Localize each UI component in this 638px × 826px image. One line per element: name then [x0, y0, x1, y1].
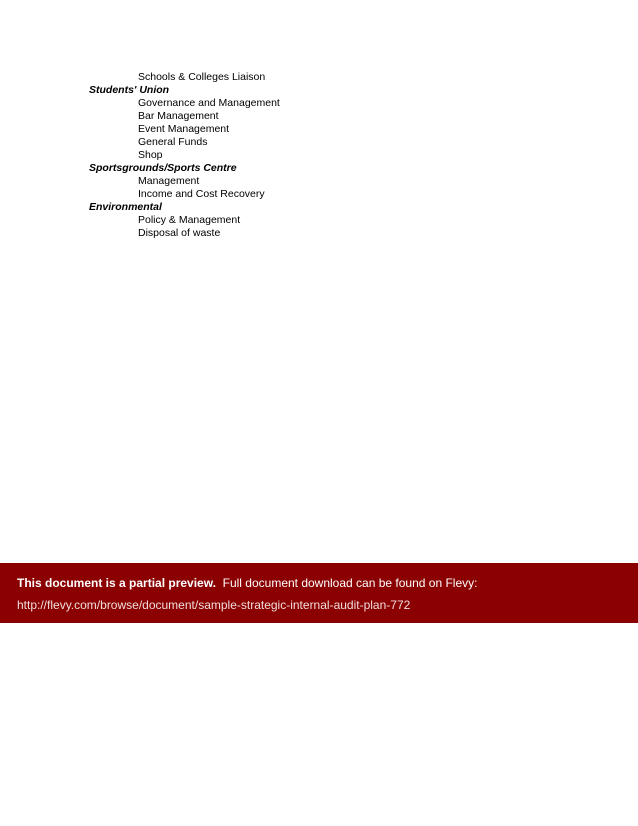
list-item: Schools & Colleges Liaison	[138, 71, 266, 83]
list-item: Disposal of waste	[138, 227, 221, 239]
document-link[interactable]: http://flevy.com/browse/document/sample-strategic-internal-audit-plan-772	[17, 598, 411, 612]
list-item: Income and Cost Recovery	[138, 188, 265, 200]
list-item: Governance and Management	[138, 97, 280, 109]
list-item: General Funds	[138, 136, 208, 148]
section-heading: Environmental	[89, 201, 162, 213]
list-item: Event Management	[138, 123, 230, 135]
preview-notice	[17, 576, 477, 591]
list-item: Policy & Management	[138, 214, 241, 226]
section-heading: Students' Union	[89, 84, 170, 96]
preview-notice-bold: This document is a partial preview.	[17, 576, 216, 590]
list-item: Bar Management	[138, 110, 219, 122]
preview-notice-text: Full document download can be found on Flevy:	[222, 576, 478, 590]
preview-banner	[0, 563, 638, 623]
section-heading: Sportsgrounds/Sports Centre	[89, 162, 237, 174]
list-item: Management	[138, 175, 200, 187]
document-body	[0, 71, 638, 240]
list-item: Shop	[138, 149, 163, 161]
